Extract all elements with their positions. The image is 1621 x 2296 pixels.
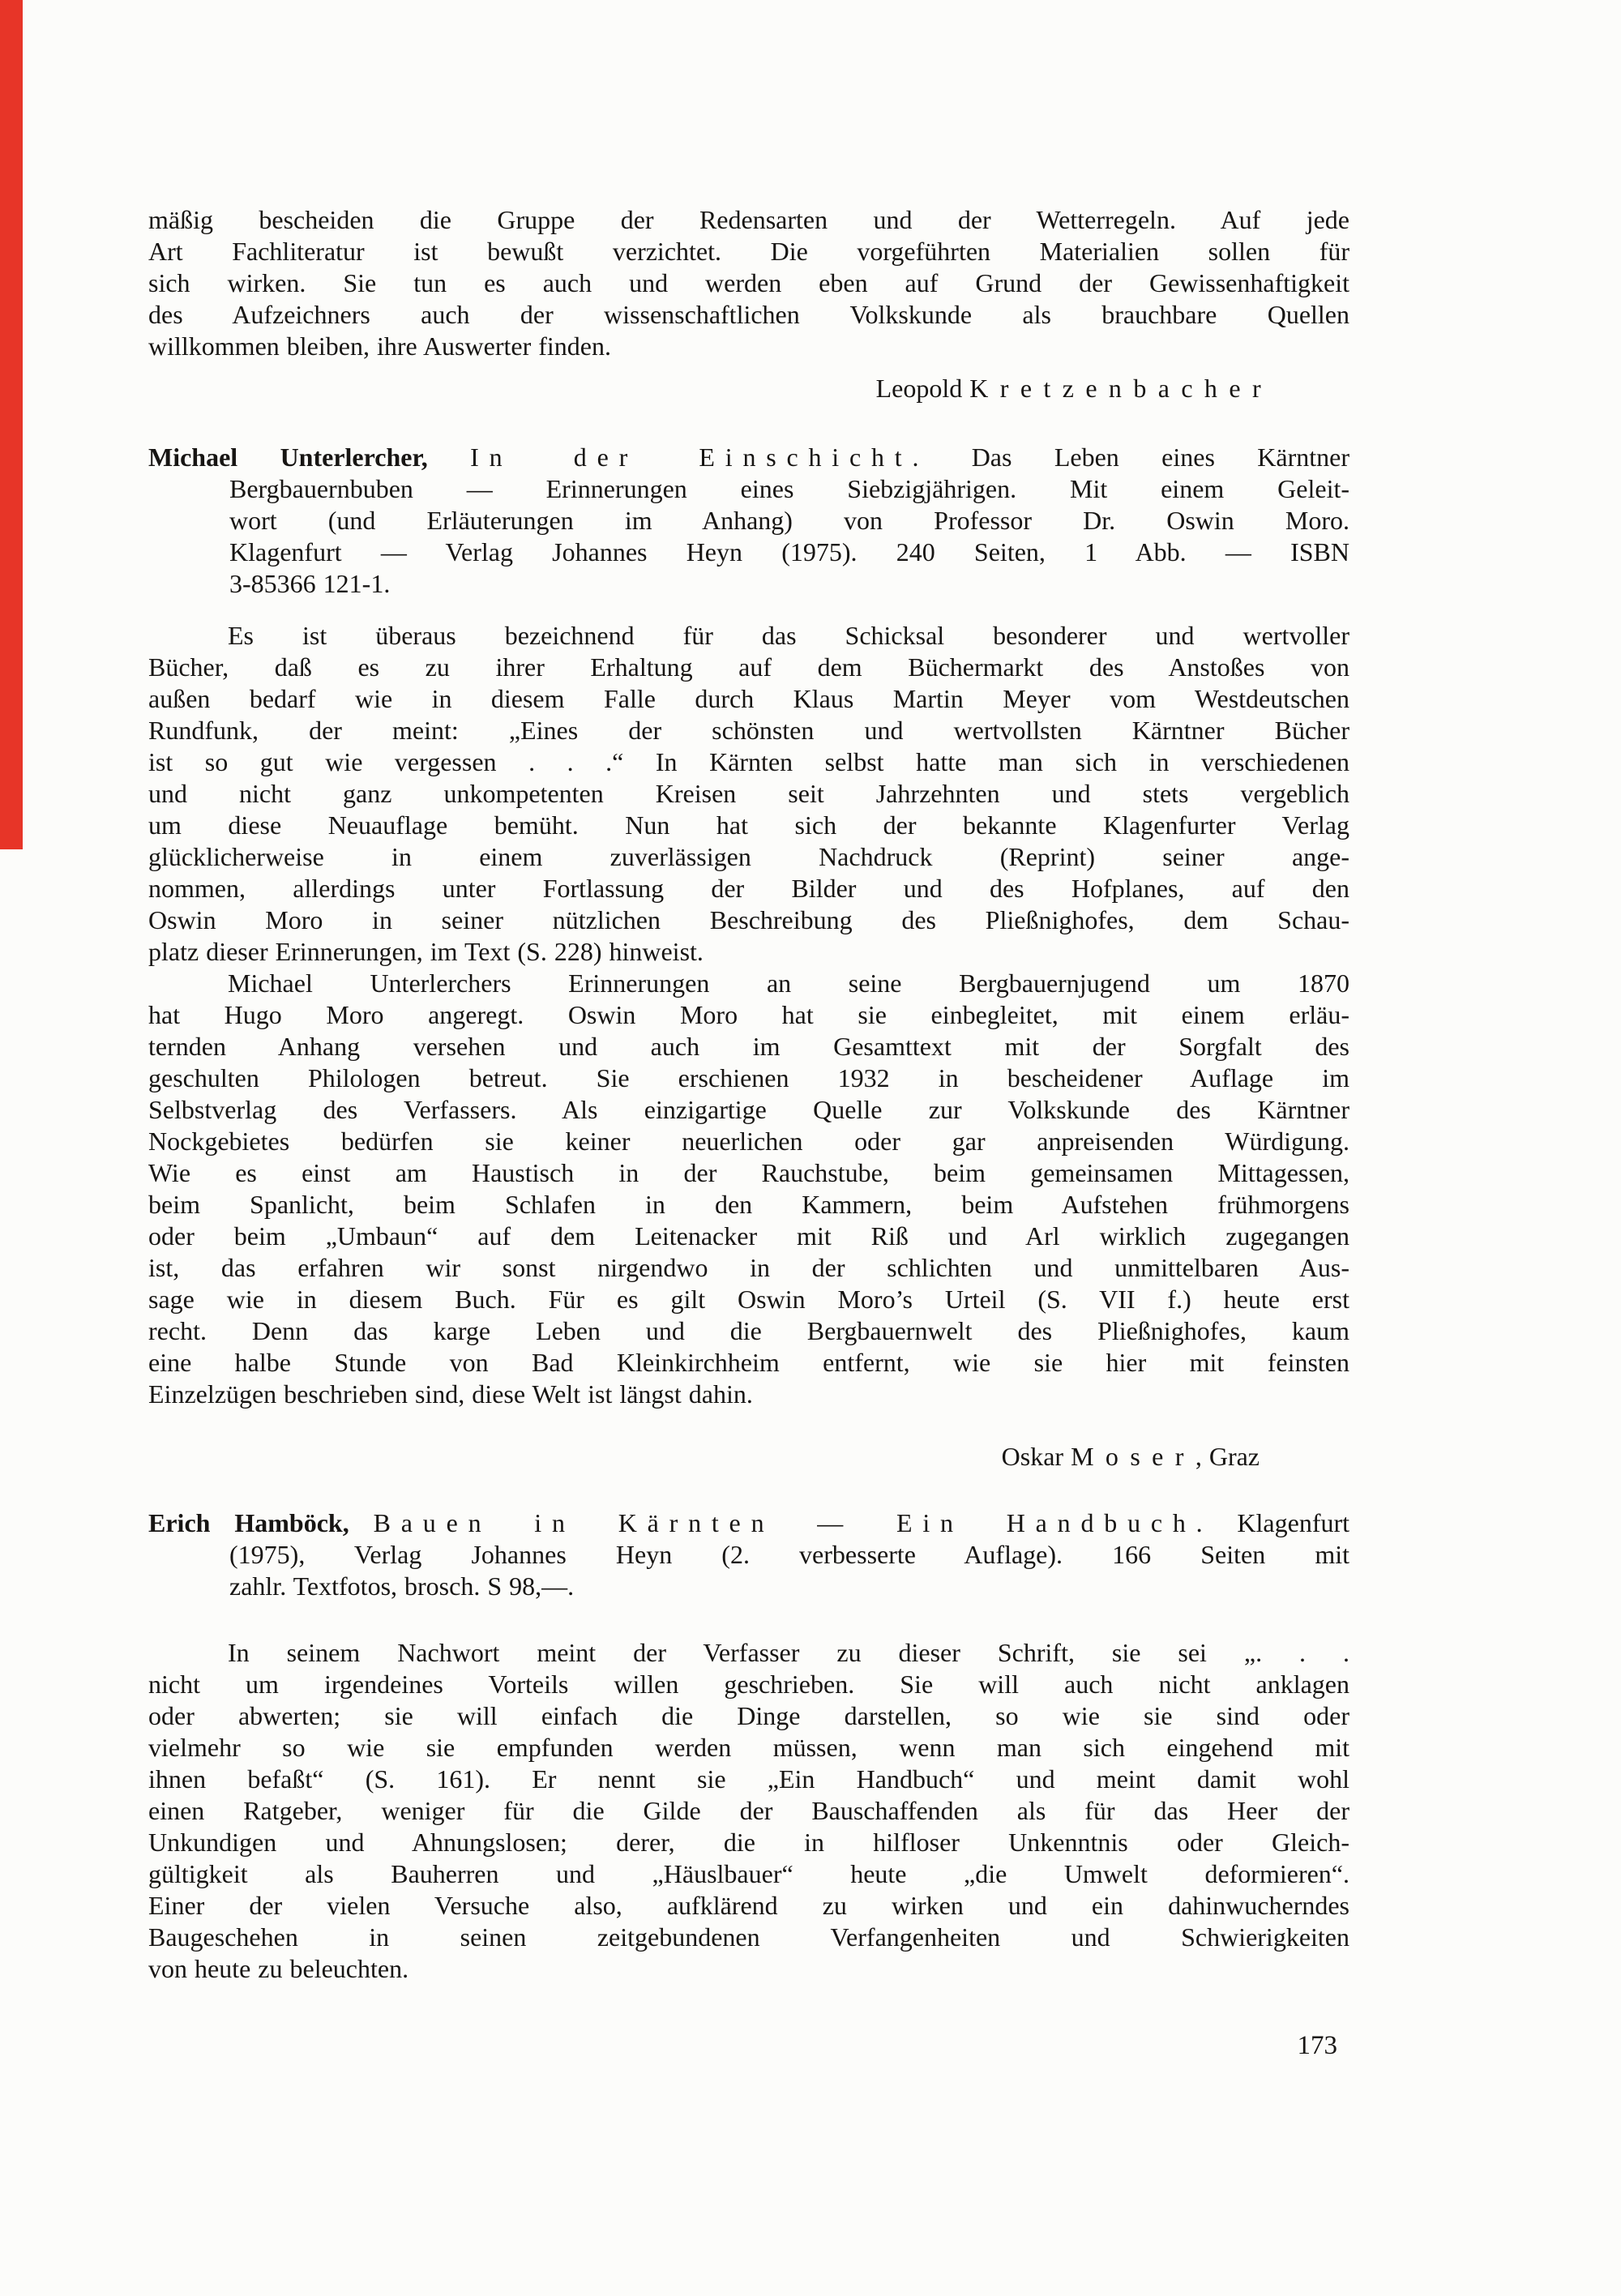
text-line: vielmehr so wie sie empfunden werden müssen, wenn man sich eingehend mit (148, 1733, 1349, 1762)
bib-first-line-rest: Klagenfurt (1237, 1508, 1350, 1537)
book-author: Michael Unterlercher, (148, 443, 428, 472)
text-line: Oswin Moro in seiner nützlichen Beschreibung des Pließnighofes, dem Schau- (148, 905, 1349, 934)
text-line: Klagenfurt — Verlag Johannes Heyn (1975). 240 Seiten, 1 Abb. — ISBN (229, 537, 1349, 567)
page-text-block (148, 204, 1349, 2062)
page-number: 173 (1297, 2031, 1337, 2060)
text-line: von heute zu beleuchten. (148, 1954, 409, 1983)
text-line: Unkundigen und Ahnungslosen; derer, die in hilfloser Unkenntnis oder Gleich- (148, 1828, 1349, 1857)
text-line: Bergbauernbuben — Erinnerungen eines Siebzigjährigen. Mit einem Geleit- (229, 474, 1349, 503)
text-line: Selbstverlag des Verfassers. Als einzigartige Quelle zur Volkskunde des Kärntner (148, 1095, 1349, 1124)
text-line: In seinem Nachwort meint der Verfasser zu dieser Schrift, sie sei „. . . (228, 1638, 1349, 1667)
text-line: sage wie in diesem Buch. Für es gilt Oswin Moro’s Urteil (S. VII f.) heute erst (148, 1285, 1349, 1314)
bib-continuation-lines (229, 473, 1349, 600)
red-cover-edge-stripe (0, 0, 23, 849)
bib-continuation-lines (229, 1539, 1349, 1602)
text-line: oder abwerten; sie will einfach die Dinge darstellen, so wie sie sind oder (148, 1701, 1349, 1730)
text-line: sich wirken. Sie tun es auch und werden eben auf Grund der Gewissenhaftigkeit (148, 268, 1349, 297)
text-line: oder beim „Umbaun“ auf dem Leitenacker mit Riß und Arl wirklich zugegangen (148, 1221, 1349, 1251)
text-line: Einer der vielen Versuche also, aufklärend zu wirken und ein dahinwucherndes (148, 1891, 1349, 1920)
text-line: Nockgebietes bedürfen sie keiner neuerlichen oder gar anpreisenden Würdigung. (148, 1127, 1349, 1156)
text-line: Bücher, daß es zu ihrer Erhaltung auf dem Büchermarkt des Anstoßes von (148, 652, 1349, 682)
text-line: Art Fachliteratur ist bewußt verzichtet. Die vorgeführten Materialien sollen für (148, 237, 1349, 266)
text-line: zahlr. Textfotos, brosch. S 98,—. (229, 1571, 575, 1601)
text-line: 3-85366 121-1. (229, 569, 391, 598)
bib-first-line-rest: Das Leben eines Kärntner (971, 443, 1350, 472)
text-line: Es ist überaus bezeichnend für das Schicksal besonderer und wertvoller (228, 621, 1349, 650)
text-line: wort (und Erläuterungen im Anhang) von Professor Dr. Oswin Moro. (229, 506, 1349, 535)
text-line: nicht um irgendeines Vorteils willen geschrieben. Sie will auch nicht anklagen (148, 1670, 1349, 1699)
text-line: Rundfunk, der meint: „Eines der schönsten und wertvollsten Kärntner Bücher (148, 716, 1349, 745)
signature-city: , Graz (1195, 1442, 1260, 1471)
signature-first-name: Leopold (875, 374, 963, 403)
book-author: Erich Hamböck, (148, 1508, 349, 1537)
text-line: recht. Denn das karge Leben und die Bergbauernwelt des Pließnighofes, kaum (148, 1316, 1349, 1345)
text-line: hat Hugo Moro angeregt. Oswin Moro hat sie einbegleitet, mit einem erläu- (148, 1000, 1349, 1029)
book-title-spaced: Bauen in Kärnten — Ein Handbuch. (373, 1508, 1213, 1537)
text-line: und nicht ganz unkompetenten Kreisen seit Jahrzehnten und stets vergeblich (148, 779, 1349, 808)
text-line: ist, das erfahren wir sonst nirgendwo in der schlichten und unmittelbaren Aus- (148, 1253, 1349, 1282)
text-line: (1975), Verlag Johannes Heyn (2. verbesserte Auflage). 166 Seiten mit (229, 1540, 1349, 1569)
text-line: ihnen befaßt“ (S. 161). Er nennt sie „Ein Handbuch“ und meint damit wohl (148, 1764, 1349, 1794)
text-line: glücklicherweise in einem zuverlässigen Nachdruck (Reprint) seiner ange- (148, 842, 1349, 871)
intro-continuation-paragraph (148, 204, 1349, 362)
text-line: geschulten Philologen betreut. Sie erschienen 1932 in bescheidener Auflage im (148, 1063, 1349, 1092)
text-line: gültigkeit als Bauherren und „Häuslbauer“ heute „die Umwelt deformieren“. (148, 1859, 1349, 1888)
text-line: mäßig bescheiden die Gruppe der Redensarten und der Wetterregeln. Auf jede (148, 205, 1349, 234)
text-line: außen bedarf wie in diesem Falle durch Klaus Martin Meyer vom Westdeutschen (148, 684, 1349, 713)
text-line: eine halbe Stunde von Bad Kleinkirchheim entfernt, wie sie hier mit feinsten (148, 1348, 1349, 1377)
bib-first-line (148, 1507, 1349, 1539)
review-hamboeck-paragraph-1 (148, 1637, 1349, 1985)
text-line: einen Ratgeber, weniger für die Gilde der Bauschaffenden als für das Heer der (148, 1796, 1349, 1825)
review-heading-unterlercher (148, 442, 1349, 600)
text-line: ternden Anhang versehen und auch im Gesamttext mit der Sorgfalt des (148, 1032, 1349, 1061)
text-line: Wie es einst am Haustisch in der Rauchstube, beim gemeinsamen Mittagessen, (148, 1158, 1349, 1187)
text-line: platz dieser Erinnerungen, im Text (S. 228) hinweist. (148, 937, 704, 966)
text-line: beim Spanlicht, beim Schlafen in den Kammern, beim Aufstehen frühmorgens (148, 1190, 1349, 1219)
signature-last-name-spaced: Kretzenbacher (969, 374, 1272, 403)
reviewer-signature-moser (148, 1441, 1349, 1473)
text-line: Baugeschehen in seinen zeitgebundenen Verfangenheiten und Schwierigkeiten (148, 1922, 1349, 1952)
book-title-spaced: In der Einschicht. (470, 443, 930, 472)
text-line: um diese Neuauflage bemüht. Nun hat sich der bekannte Klagenfurter Verlag (148, 810, 1349, 840)
review-unterlercher-paragraph-1 (148, 620, 1349, 968)
text-line: nommen, allerdings unter Fortlassung der Bilder und des Hofplanes, auf den (148, 874, 1349, 903)
text-line: des Aufzeichners auch der wissenschaftlichen Volkskunde als brauchbare Quellen (148, 300, 1349, 329)
text-line: Michael Unterlerchers Erinnerungen an seine Bergbauernjugend um 1870 (228, 968, 1349, 998)
review-unterlercher-paragraph-2 (148, 968, 1349, 1410)
signature-first-name: Oskar (1001, 1442, 1064, 1471)
review-heading-hamboeck (148, 1507, 1349, 1602)
text-line: willkommen bleiben, ihre Auswerter finden. (148, 331, 611, 361)
text-line: Einzelzügen beschrieben sind, diese Welt ist längst dahin. (148, 1379, 753, 1409)
text-line: ist so gut wie vergessen . . .“ In Kärnten selbst hatte man sich in verschiedenen (148, 747, 1349, 776)
reviewer-signature-kretzenbacher (148, 373, 1349, 404)
signature-last-name-spaced: Moser (1071, 1442, 1195, 1471)
bib-first-line (148, 442, 1349, 473)
